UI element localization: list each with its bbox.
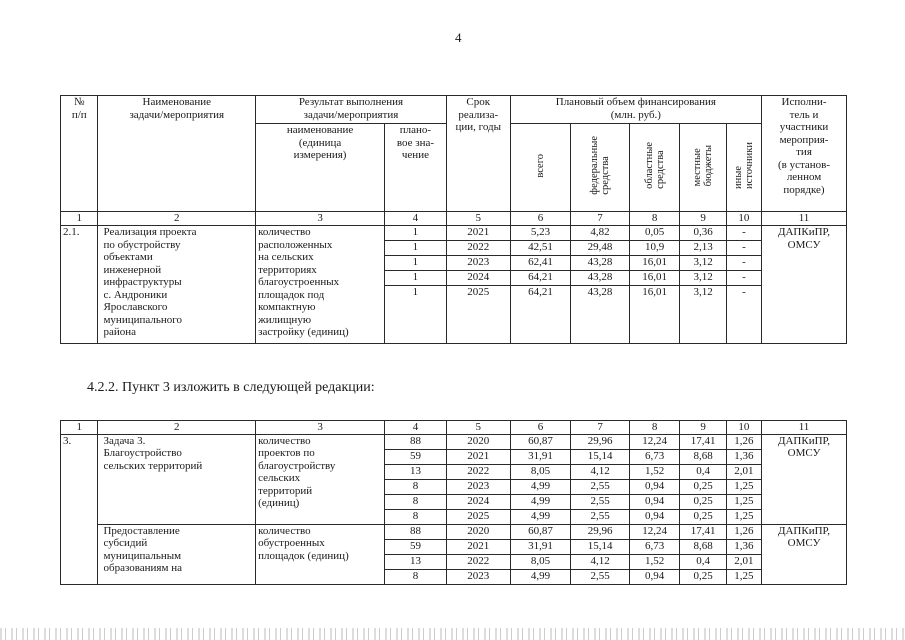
cell-year: 2021	[446, 449, 510, 464]
cell-federal: 15,14	[571, 539, 629, 554]
cell-total: 4,99	[510, 509, 571, 524]
col-num: 9	[680, 421, 726, 435]
table-row	[61, 524, 847, 539]
col-num: 3	[256, 421, 385, 435]
cell-total: 8,05	[510, 464, 571, 479]
cell-regional: 0,94	[629, 479, 680, 494]
cell-local: 8,68	[680, 449, 726, 464]
cell-federal: 4,82	[571, 226, 629, 241]
col-num: 6	[510, 212, 571, 226]
header-fin-regional: областные средства	[629, 124, 680, 212]
cell-year: 2023	[446, 569, 510, 584]
cell-federal: 4,12	[571, 554, 629, 569]
row-name: Реализация проекта по обустройству объектами инженерной инфраструктуры с. Андроники Ярославского муниципального района	[98, 226, 256, 344]
cell-year: 2021	[446, 539, 510, 554]
cell-other: -	[726, 271, 761, 286]
cell-plan: 59	[385, 449, 447, 464]
cell-plan: 8	[385, 509, 447, 524]
row-executor: ДАПКиПР, ОМСУ	[762, 524, 847, 584]
col-num: 2	[98, 212, 256, 226]
cell-total: 64,21	[510, 271, 571, 286]
cell-regional: 12,24	[629, 524, 680, 539]
header-name: Наименование задачи/мероприятия	[98, 96, 256, 212]
cell-regional: 0,05	[629, 226, 680, 241]
cell-year: 2023	[446, 256, 510, 271]
cell-plan: 1	[385, 241, 447, 256]
cell-regional: 16,01	[629, 256, 680, 271]
cell-year: 2021	[446, 226, 510, 241]
cell-other: 1,36	[726, 449, 761, 464]
cell-plan: 1	[385, 271, 447, 286]
page-number: 4	[455, 30, 462, 45]
cell-other: 1,26	[726, 524, 761, 539]
cell-regional: 10,9	[629, 241, 680, 256]
header-fin-total: всего	[510, 124, 571, 212]
cell-regional: 1,52	[629, 554, 680, 569]
cell-other: -	[726, 256, 761, 271]
row-result-name: количество расположенных на сельских территориях благоустроенных площадок под компактную жилищную застройку (единиц)	[256, 226, 385, 344]
cell-year: 2022	[446, 554, 510, 569]
column-number-row	[61, 421, 847, 435]
cell-other: -	[726, 241, 761, 256]
cell-federal: 29,48	[571, 241, 629, 256]
cell-total: 8,05	[510, 554, 571, 569]
cell-other: -	[726, 226, 761, 241]
cell-plan: 8	[385, 494, 447, 509]
cell-year: 2020	[446, 524, 510, 539]
col-num: 5	[446, 212, 510, 226]
row-result-name: количество обустроенных площадок (единиц)	[256, 524, 385, 584]
header-result-plan: плано- вое зна- чение	[385, 124, 447, 212]
row-num: 3.	[61, 434, 98, 584]
col-num: 4	[385, 421, 447, 435]
col-num: 4	[385, 212, 447, 226]
cell-local: 0,25	[680, 509, 726, 524]
cell-federal: 2,55	[571, 479, 629, 494]
cell-plan: 1	[385, 256, 447, 271]
col-num: 9	[680, 212, 726, 226]
cell-plan: 88	[385, 434, 447, 449]
cell-federal: 29,96	[571, 524, 629, 539]
cell-year: 2023	[446, 479, 510, 494]
cell-total: 62,41	[510, 256, 571, 271]
table-row	[61, 226, 847, 241]
cell-total: 31,91	[510, 449, 571, 464]
header-finance: Плановый объем финансирования (млн. руб.)	[510, 96, 761, 124]
header-executor: Исполни- тель и участники мероприя- тия (в установ- ленном порядке)	[762, 96, 847, 212]
cell-total: 60,87	[510, 434, 571, 449]
cell-other: 2,01	[726, 554, 761, 569]
cell-plan: 8	[385, 479, 447, 494]
cell-plan: 1	[385, 226, 447, 241]
cell-local: 3,12	[680, 286, 726, 344]
cell-local: 0,25	[680, 479, 726, 494]
row-result-name: количество проектов по благоустройству сельских территорий (единиц)	[256, 434, 385, 524]
cell-year: 2025	[446, 509, 510, 524]
col-num: 5	[446, 421, 510, 435]
col-num: 1	[61, 212, 98, 226]
cell-other: -	[726, 286, 761, 344]
row-executor: ДАПКиПР, ОМСУ	[762, 434, 847, 524]
table-1	[60, 95, 847, 344]
cell-local: 0,25	[680, 494, 726, 509]
cell-local: 2,13	[680, 241, 726, 256]
cell-regional: 12,24	[629, 434, 680, 449]
cell-local: 0,4	[680, 554, 726, 569]
cell-plan: 8	[385, 569, 447, 584]
col-num: 6	[510, 421, 571, 435]
cell-plan: 88	[385, 524, 447, 539]
cell-federal: 15,14	[571, 449, 629, 464]
cell-total: 4,99	[510, 569, 571, 584]
cell-year: 2024	[446, 271, 510, 286]
cell-regional: 6,73	[629, 539, 680, 554]
cell-plan: 1	[385, 286, 447, 344]
header-fin-other: иные источники	[726, 124, 761, 212]
cell-regional: 16,01	[629, 271, 680, 286]
col-num: 3	[256, 212, 385, 226]
cell-total: 42,51	[510, 241, 571, 256]
cell-total: 31,91	[510, 539, 571, 554]
col-num: 7	[571, 212, 629, 226]
cell-total: 4,99	[510, 494, 571, 509]
cell-plan: 59	[385, 539, 447, 554]
table-row	[61, 434, 847, 449]
col-num: 11	[762, 421, 847, 435]
header-fin-local: местные бюджеты	[680, 124, 726, 212]
cell-other: 1,25	[726, 509, 761, 524]
cell-regional: 0,94	[629, 569, 680, 584]
cell-federal: 43,28	[571, 271, 629, 286]
cell-federal: 2,55	[571, 569, 629, 584]
cell-regional: 0,94	[629, 509, 680, 524]
cell-local: 8,68	[680, 539, 726, 554]
cell-year: 2022	[446, 464, 510, 479]
cell-year: 2025	[446, 286, 510, 344]
cell-federal: 43,28	[571, 286, 629, 344]
cell-year: 2024	[446, 494, 510, 509]
cell-other: 1,36	[726, 539, 761, 554]
col-num: 8	[629, 421, 680, 435]
row-name: Предоставление субсидий муниципальным образованиям на	[98, 524, 256, 584]
cell-other: 1,25	[726, 569, 761, 584]
cell-plan: 13	[385, 554, 447, 569]
col-num: 8	[629, 212, 680, 226]
scan-edge-noise	[0, 628, 905, 640]
cell-regional: 0,94	[629, 494, 680, 509]
row-name: Задача 3. Благоустройство сельских территорий	[98, 434, 256, 524]
header-result: Результат выполнения задачи/мероприятия	[256, 96, 447, 124]
cell-local: 17,41	[680, 434, 726, 449]
cell-other: 1,26	[726, 434, 761, 449]
row-executor: ДАПКиПР, ОМСУ	[762, 226, 847, 344]
header-result-name: наименование (единица измерения)	[256, 124, 385, 212]
cell-local: 3,12	[680, 271, 726, 286]
header-term: Срок реализа- ции, годы	[446, 96, 510, 212]
cell-regional: 16,01	[629, 286, 680, 344]
cell-other: 1,25	[726, 479, 761, 494]
cell-total: 60,87	[510, 524, 571, 539]
header-num: № п/п	[61, 96, 98, 212]
col-num: 10	[726, 421, 761, 435]
cell-regional: 1,52	[629, 464, 680, 479]
cell-regional: 6,73	[629, 449, 680, 464]
cell-total: 64,21	[510, 286, 571, 344]
cell-local: 3,12	[680, 256, 726, 271]
cell-year: 2022	[446, 241, 510, 256]
row-num: 2.1.	[61, 226, 98, 344]
cell-federal: 4,12	[571, 464, 629, 479]
col-num: 7	[571, 421, 629, 435]
header-fin-federal: федеральные средства	[571, 124, 629, 212]
cell-total: 5,23	[510, 226, 571, 241]
cell-local: 0,25	[680, 569, 726, 584]
cell-federal: 2,55	[571, 509, 629, 524]
col-num: 2	[98, 421, 256, 435]
cell-local: 17,41	[680, 524, 726, 539]
cell-plan: 13	[385, 464, 447, 479]
cell-local: 0,4	[680, 464, 726, 479]
col-num: 11	[762, 212, 847, 226]
cell-total: 4,99	[510, 479, 571, 494]
cell-federal: 29,96	[571, 434, 629, 449]
cell-other: 1,25	[726, 494, 761, 509]
column-number-row	[61, 212, 847, 226]
col-num: 1	[61, 421, 98, 435]
cell-local: 0,36	[680, 226, 726, 241]
cell-other: 2,01	[726, 464, 761, 479]
cell-federal: 43,28	[571, 256, 629, 271]
col-num: 10	[726, 212, 761, 226]
cell-federal: 2,55	[571, 494, 629, 509]
cell-year: 2020	[446, 434, 510, 449]
section-heading: 4.2.2. Пункт 3 изложить в следующей редакции:	[87, 380, 375, 395]
table-2	[60, 420, 847, 585]
